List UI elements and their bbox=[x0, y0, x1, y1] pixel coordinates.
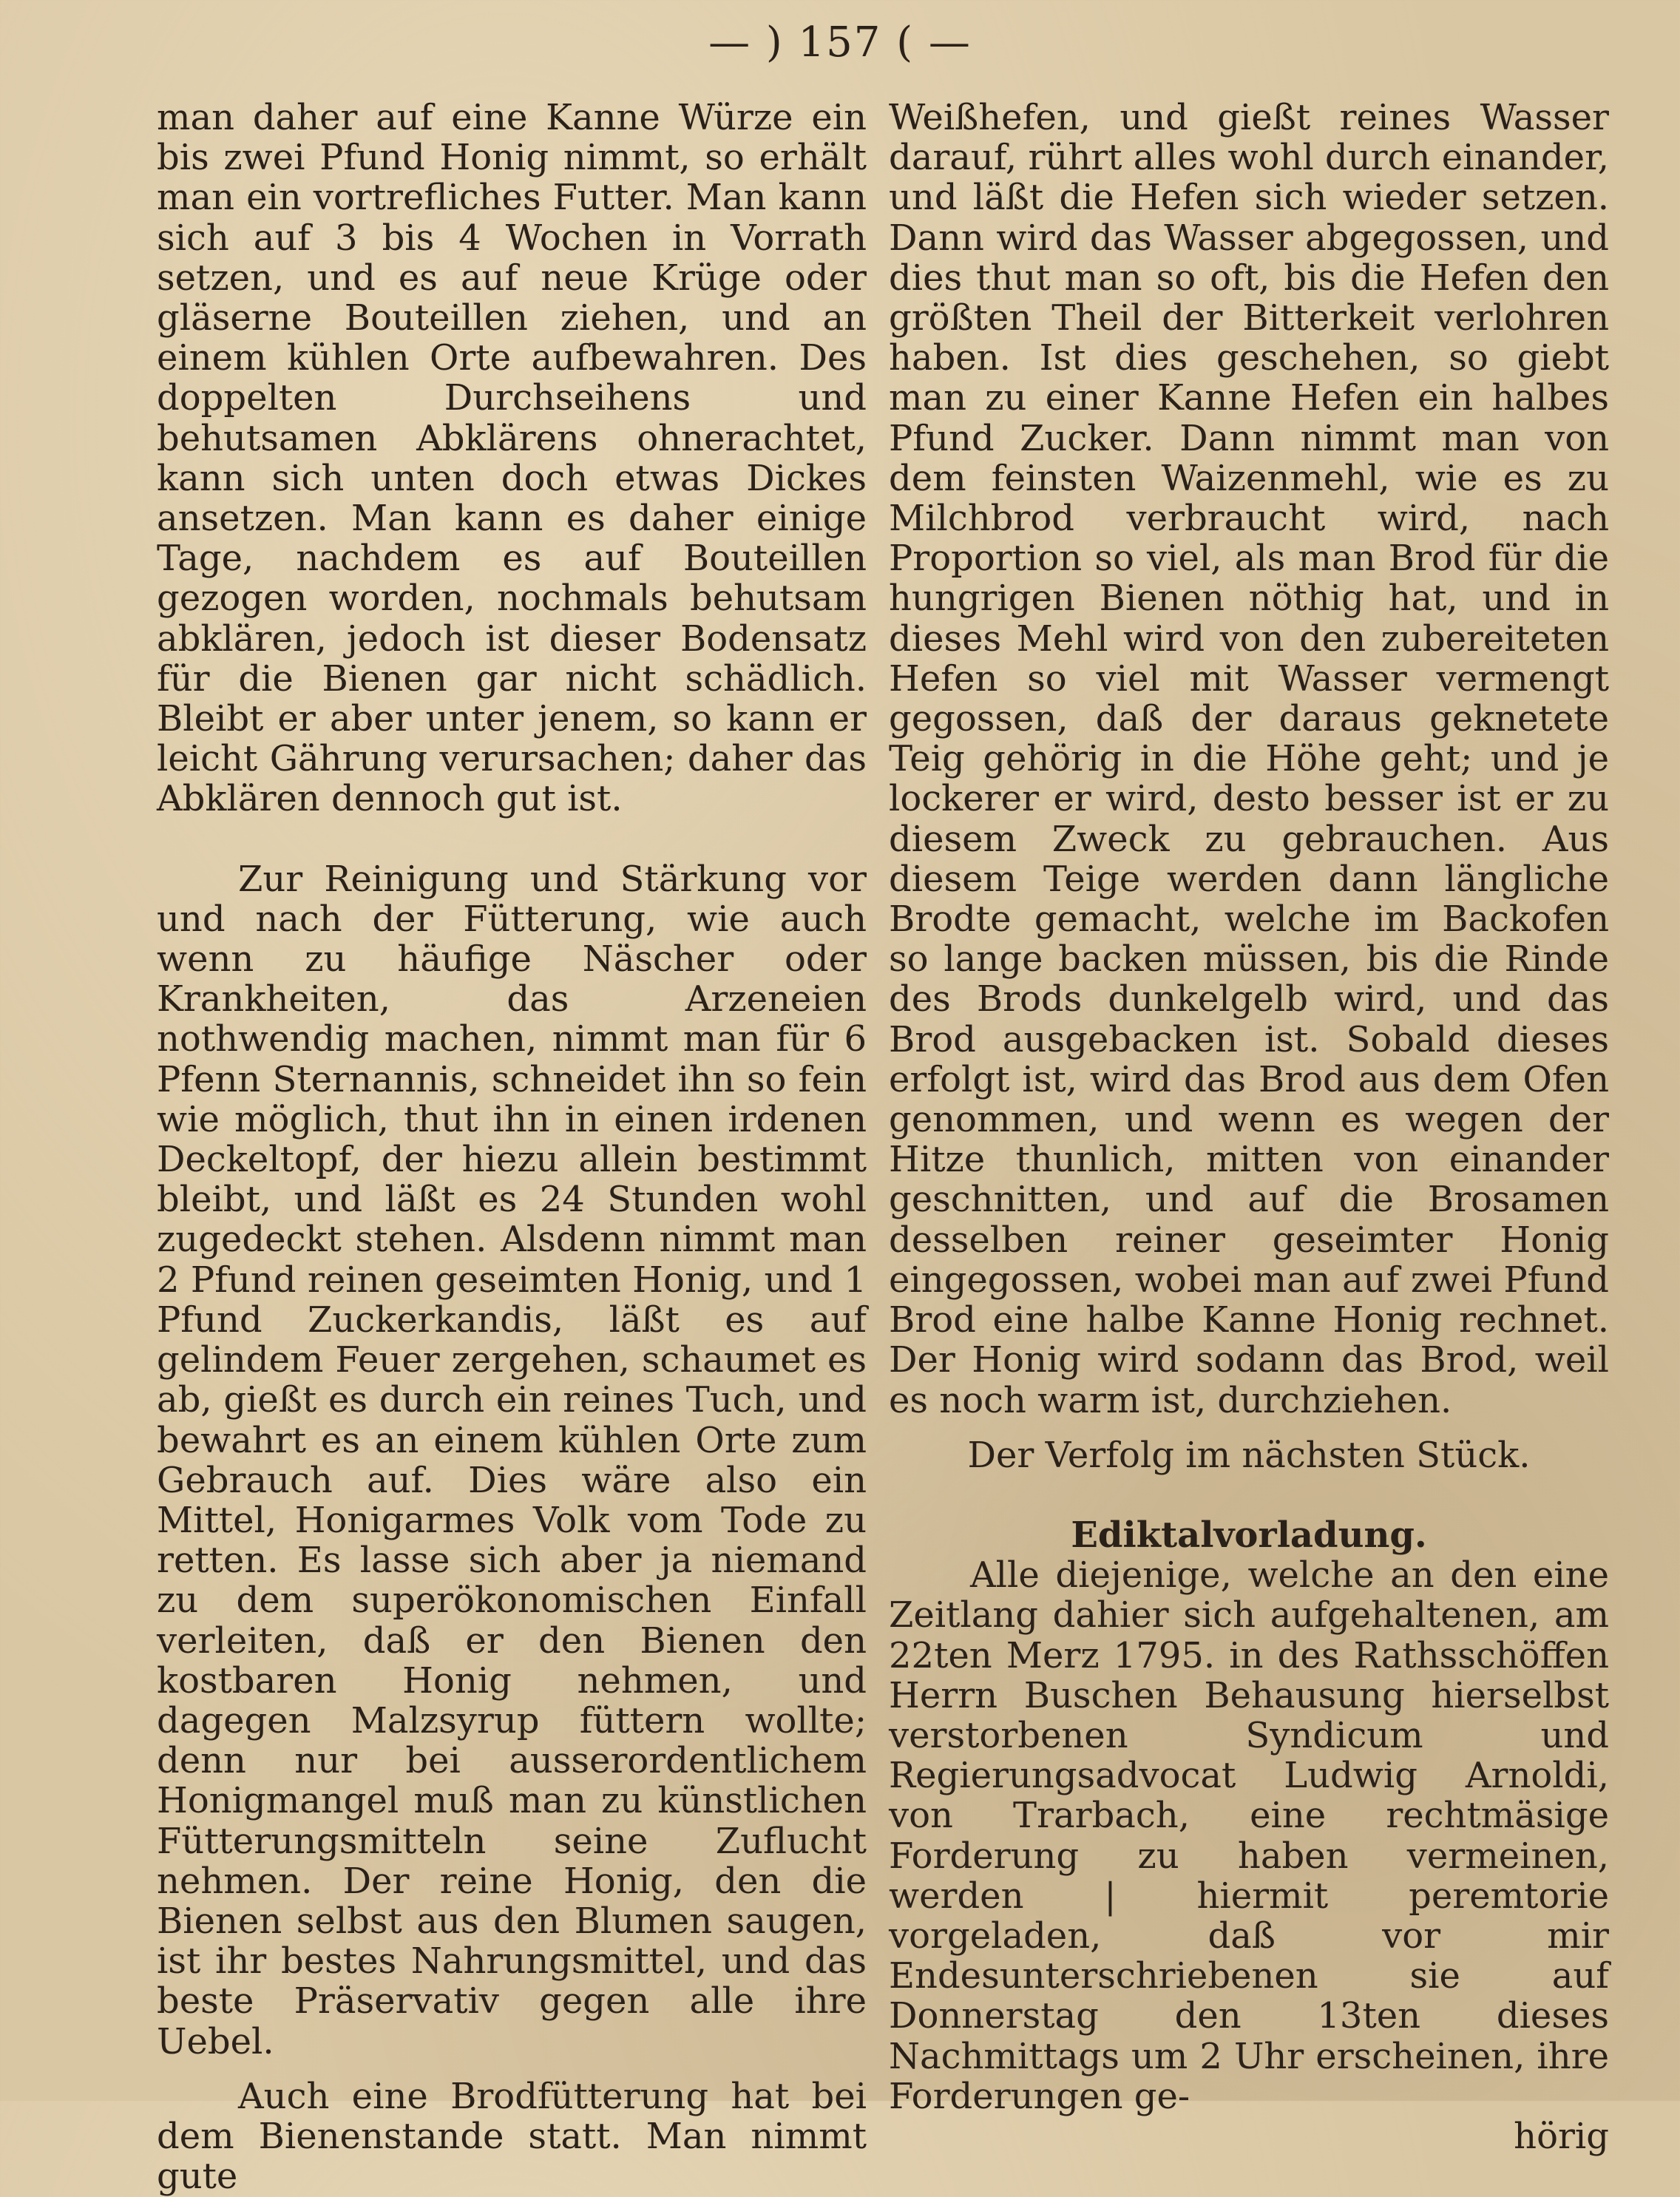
paragraph-yeast-bread: Weißhefen, und gießt reines Wasser darauf, rührt alles wohl durch einander, und läßt die Hefen sich wieder setzen. Dann wird das Wasser abgegossen, und dies thut man so oft, bis die Hefen den größten Theil der Bitterkeit verlohren haben. Ist dies geschehen, so giebt man zu einer Kanne Hefen ein halbes Pfund Zucker. Dann nimmt man von dem feinsten Waizenmehl, wie es zu Milchbrod verbraucht wird, nach Proportion so viel, als man Brod für die hungrigen Bienen nöthig hat, und in dieses Mehl wird von den zubereiteten Hefen so viel mit Wasser vermengt gegossen, daß der daraus geknetete Teig gehörig in die Höhe geht; und je lockerer er wird, desto besser ist er zu diesem Zweck zu gebrauchen. Aus diesem Teige werden dann längliche Brodte gemacht, welche im Backofen so lange backen müssen, bis die Rinde des Brods dunkelgelb wird, und das Brod ausgebacken ist. Sobald dieses erfolgt ist, wird das Brod aus dem Ofen genommen, und wenn es wegen der Hitze thunlich, mitten von einander geschnitten, und auf die Brosamen desselben reiner geseimter Honig eingegossen, wobei man auf zwei Pfund Brod eine halbe Kanne Honig rechnet. Der Honig wird sodann das Brod, weil es noch warm ist, durchziehen. bbox=[889, 97, 1609, 1421]
paragraph-bread-feeding: Auch eine Brodfütterung hat bei dem Bienenstande statt. Man nimmt gute bbox=[157, 2075, 867, 2197]
paragraph-feed-wort: man daher auf eine Kanne Würze ein bis zwei Pfund Honig nimmt, so erhält man ein vortrefliches Futter. Man kann sich auf 3 bis 4 Wochen in Vorrath setzen, und es auf neue Krüge oder gläserne Bouteillen ziehen, und an einem kühlen Orte aufbewahren. Des doppelten Durchseihens und behutsamen Abklärens ohnerachtet, kann sich unten doch etwas Dickes ansetzen. Man kann es daher einige Tage, nachdem es auf Bouteillen gezogen worden, nochmals behutsam abklären, jedoch ist dieser Bodensatz für die Bienen gar nicht schädlich. Bleibt er aber unter jenem, so kann er leicht Gährung verursachen; daher das Abklären dennoch gut ist. bbox=[157, 97, 867, 820]
notice-title: Ediktalvorladung. bbox=[1071, 1514, 1427, 1556]
continuation-note: Der Verfolg im nächsten Stück. bbox=[967, 1434, 1531, 1476]
paragraph-medicine-recipe: Zur Reinigung und Stärkung vor und nach der Fütterung, wie auch wenn zu häufige Näscher oder Krankheiten, das Arzeneien nothwendig machen, nimmt man für 6 Pfenn Sternannis, schneidet ihn so fein wie möglich, thut ihn in einen irdenen Deckeltopf, der hiezu allein bestimmt bleibt, und läßt es 24 Stunden wohl zugedeckt stehen. Alsdenn nimmt man 2 Pfund reinen geseimten Honig, und 1 Pfund Zuckerkandis, läßt es auf gelindem Feuer zergehen, schaumet es ab, gießt es durch ein reines Tuch, und bewahrt es an einem kühlen Orte zum Gebrauch auf. Dies wäre also ein Mittel, Honigarmes Volk vom Tode zu retten. Es lasse sich aber ja niemand zu dem superökonomischen Einfall verleiten, daß er den Bienen den kostbaren Honig nehmen, und dagegen Malzsyrup füttern wollte; denn nur bei ausserordentlichem Honigmangel muß man zu künstlichen Fütterungsmitteln seine Zuflucht nehmen. Der reine Honig, den die Bienen selbst aus den Blumen saugen, ist ihr bestes Nahrungsmittel, und das beste Präservativ gegen alle ihre Uebel. bbox=[157, 858, 867, 2062]
catchword: hörig bbox=[1514, 2115, 1609, 2157]
left-column bbox=[157, 98, 867, 2196]
page-number: — ) 157 ( — bbox=[708, 18, 972, 67]
right-column bbox=[889, 98, 1609, 2156]
notice-text: Alle diejenige, welche an den eine Zeitlang dahier sich aufgehaltenen, am 22ten Merz 1795. in des Rathsschöffen Herrn Buschen Behausung hierselbst verstorbenen Syndicum und Regierungsadvocat Ludwig Arnoldi, von Trarbach, eine rechtmäsige Forderung zu haben vermeinen, werden | hiermit peremtorie vorgeladen, daß vor mir Endesunterschriebenen sie auf Donnerstag den 13ten dieses Nachmittags um 2 Uhr erscheinen, ihre Forderungen ge- bbox=[889, 1554, 1609, 2117]
